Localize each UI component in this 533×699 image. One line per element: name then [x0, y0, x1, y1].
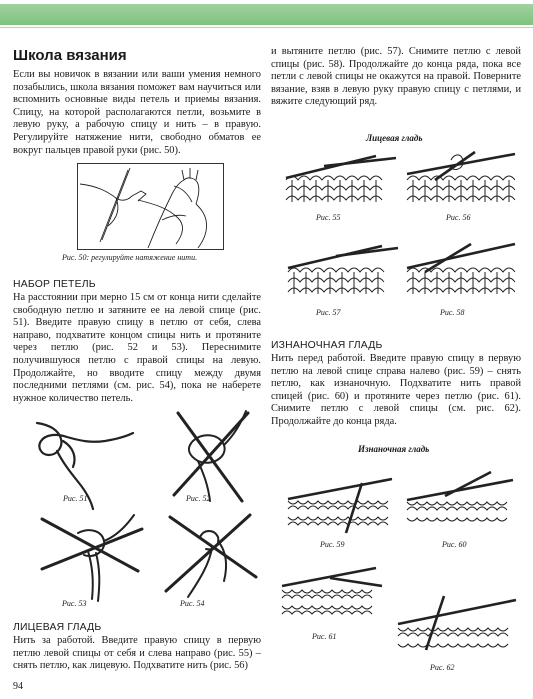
cast-on-paragraph: На расстоянии при мерно 15 см от конца нити сделайте свободную петлю и затяните ее на левой спице (рис. 51). Введите правую спицу в петлю от себя, слева направо, подхватите концом спицы нить и протяните через петлю (рис. 52 и 53). Переснимите получившуюся петлю с правой спицы на левую. Продолжайте, но вводите спицу между двумя последними петлями (см. рис. 54), пока не наберете нужное количество петель.: [13, 292, 261, 404]
figure-55-knit-fabric-illustration: [284, 150, 399, 212]
figure-50-caption: Рис. 50: регулируйте натяжение нити.: [62, 253, 198, 262]
knit-stitch-paragraph: Нить за работой. Введите правую спицу в первую петлю левой спицы от себя и слева направо (рис. 55) – снять петлю, как лицевую. Подхватите нить (рис. 56): [13, 635, 261, 672]
header-green-strip: [0, 4, 533, 25]
figure-57-knit-fabric-illustration: [286, 242, 401, 304]
caption-fig-59: Рис. 59: [320, 540, 345, 549]
caption-fig-60: Рис. 60: [442, 540, 467, 549]
purl-stitch-paragraph: Нить перед работой. Введите правую спицу в первую петлю на левой спице справа налево (рис. 59) – снять петлю, как изнаночную. Подхватите нить правой спицей (рис. 60) и протяните через петлю (рис. 61). Снимите петлю с левой спицы (см. рис. 62). Продолжайте до конца ряда.: [271, 353, 521, 427]
caption-fig-62: Рис. 62: [430, 663, 455, 672]
figure-56-knit-fabric-illustration: [405, 150, 520, 212]
figure-title-knit-stitch: Лицевая гладь: [366, 133, 423, 143]
caption-fig-57: Рис. 57: [316, 308, 341, 317]
caption-fig-52: Рис. 52: [186, 494, 211, 503]
figure-62-purl-fabric-illustration: [396, 590, 521, 652]
figure-51-slip-knot-illustration: [33, 411, 143, 511]
figure-60-purl-fabric-illustration: [405, 470, 517, 530]
caption-fig-53: Рис. 53: [62, 599, 87, 608]
caption-fig-55: Рис. 55: [316, 213, 341, 222]
figure-54-between-stitches-illustration: [160, 507, 260, 602]
intro-paragraph: Если вы новичок в вязании или ваши умения немного позабылись, школа вязания поможет вам научиться или вспомнить основные виды петель и приемы вязания. Спицу, на которой располагаются петли, возьмите в левую руку, а рабочую спицу и нить – в правую. Регулируйте натяжение нити, свободно обматов ее вокруг пальцев правой руки (рис. 50).: [13, 69, 261, 156]
figure-50-frame: [77, 163, 224, 250]
caption-fig-58: Рис. 58: [440, 308, 465, 317]
caption-fig-54: Рис. 54: [180, 599, 205, 608]
figure-title-purl-stitch: Изнаночная гладь: [358, 444, 430, 454]
section-heading-purl-stitch: ИЗНАНОЧНАЯ ГЛАДЬ: [271, 340, 383, 351]
section-heading-knit-stitch: ЛИЦЕВАЯ ГЛАДЬ: [13, 622, 102, 633]
header-bar: [0, 0, 533, 28]
caption-fig-56: Рис. 56: [446, 213, 471, 222]
caption-fig-51: Рис. 51: [63, 494, 88, 503]
page-number: 94: [13, 681, 23, 692]
figure-59-purl-fabric-illustration: [286, 475, 396, 535]
page-title: Школа вязания: [13, 47, 127, 64]
hand-holding-yarn-illustration: [78, 164, 223, 249]
figure-53-pull-through-illustration: [38, 509, 148, 604]
figure-58-knit-fabric-illustration: [405, 242, 520, 304]
section-heading-cast-on: НАБОР ПЕТЕЛЬ: [13, 279, 96, 290]
figure-52-needle-through-loop-illustration: [168, 405, 258, 505]
knit-stitch-continued-paragraph: и вытяните петлю (рис. 57). Снимите петлю с левой спицы (рис. 58). Продолжайте до конца ряда, пока все петли с левой спицы не окажутся на правой. Поверните вязание, взяв в левую руку правую спицу с петлями, и вяжите следующий ряд.: [271, 46, 521, 108]
figure-61-purl-fabric-illustration: [280, 566, 385, 628]
caption-fig-61: Рис. 61: [312, 632, 337, 641]
